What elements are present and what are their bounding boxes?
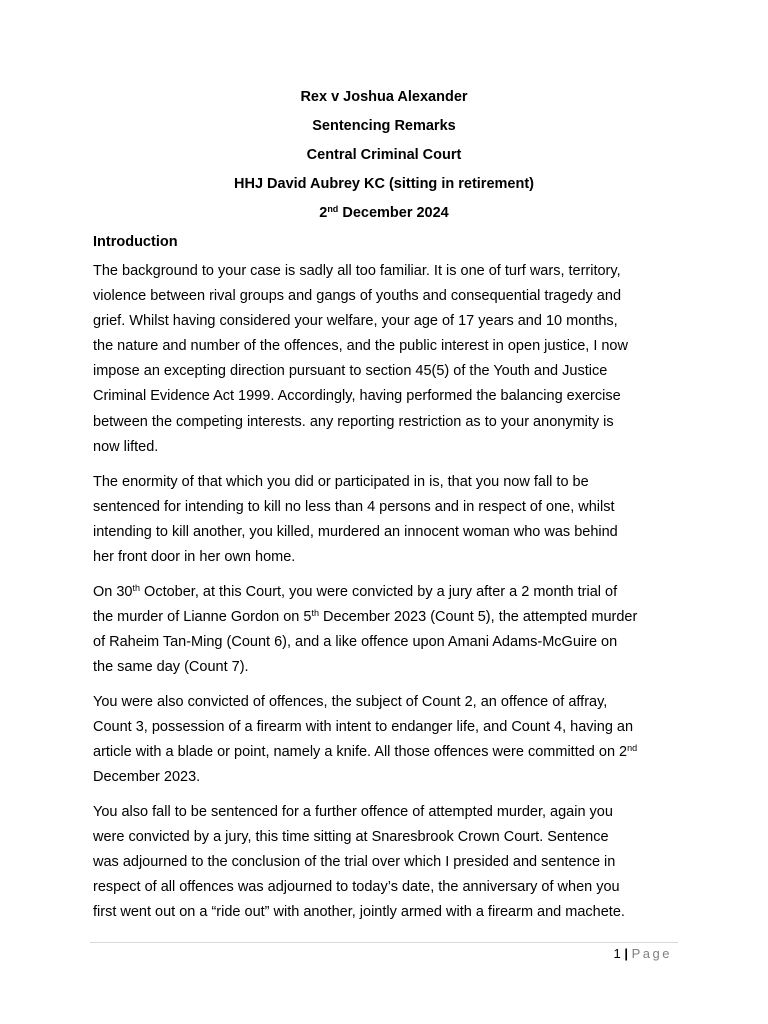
paragraph-line: impose an excepting direction pursuant to section 45(5) of the Youth and Justice [93, 363, 608, 380]
page-footer [614, 945, 673, 963]
document-title: Sentencing Remarks [312, 118, 456, 134]
paragraph-line [93, 740, 693, 765]
paragraph-line: the same day (Count 7). [93, 659, 249, 676]
date-rest: December 2024 [338, 205, 449, 221]
paragraph-2 [93, 470, 693, 570]
judge-name: HHJ David Aubrey KC (sitting in retirement) [234, 176, 534, 192]
text-run: December 2023 (Count 5), the attempted murder [318, 609, 638, 626]
case-title: Rex v Joshua Alexander [300, 89, 468, 105]
paragraph-line: her front door in her own home. [93, 549, 296, 566]
paragraph-line: now lifted. [93, 438, 159, 455]
ordinal-suffix: th [132, 583, 141, 593]
paragraph-line: were convicted by a jury, this time sitting at Snaresbrook Crown Court. Sentence [93, 829, 609, 846]
paragraph-line: between the competing interests. any reporting restriction as to your anonymity is [93, 413, 614, 430]
paragraph-3 [93, 580, 693, 680]
paragraph-line: of Raheim Tan-Ming (Count 6), and a like offence upon Amani Adams-McGuire on [93, 634, 618, 651]
paragraph-line: Count 3, possession of a firearm with intent to endanger life, and Count 4, having an [93, 719, 634, 736]
paragraph-line: December 2023. [93, 769, 201, 786]
paragraph-line: the nature and number of the offences, and the public interest in open justice, I now [93, 338, 628, 355]
paragraph-4 [93, 690, 693, 790]
ordinal-suffix: nd [627, 743, 638, 754]
paragraph-line: You also fall to be sentenced for a further offence of attempted murder, again you [93, 804, 613, 820]
text-run: article with a blade or point, namely a knife. All those offences were committed on 2 [93, 744, 628, 761]
paragraph-line [93, 605, 693, 630]
text-run: the murder of Lianne Gordon on 5 [93, 609, 312, 626]
paragraph-line: Criminal Evidence Act 1999. Accordingly, having performed the balancing exercise [93, 388, 621, 405]
paragraph-line [93, 580, 693, 605]
paragraph-1 [93, 259, 693, 460]
paragraph-line: The background to your case is sadly all too familiar. It is one of turf wars, territory, [93, 263, 621, 279]
paragraph-line: grief. Whilst having considered your welfare, your age of 17 years and 10 months, [93, 313, 618, 330]
document-date [0, 204, 768, 222]
paragraph-line: You were also convicted of offences, the subject of Count 2, an offence of affray, [93, 694, 608, 710]
date-day: 2 [319, 205, 328, 221]
footer-separator: | [624, 946, 628, 961]
ordinal-suffix: th [311, 608, 319, 619]
paragraph-line: respect of all offences was adjourned to today’s date, the anniversary of when you [93, 879, 620, 896]
paragraph-line: first went out on a “ride out” with another, jointly armed with a firearm and machete. [93, 904, 625, 921]
page-label: Page [631, 946, 672, 961]
paragraph-line: The enormity of that which you did or participated in is, that you now fall to be [93, 474, 589, 490]
court-name: Central Criminal Court [306, 147, 462, 163]
text-run: October, at this Court, you were convicted by a jury after a 2 month trial of [140, 584, 618, 600]
section-heading-introduction: Introduction [93, 234, 178, 250]
date-suffix: nd [327, 204, 339, 214]
paragraph-line: violence between rival groups and gangs of youths and consequential tragedy and [93, 288, 622, 305]
text-run: On 30 [93, 584, 133, 600]
paragraph-line: was adjourned to the conclusion of the trial over which I presided and sentence in [93, 854, 616, 871]
paragraph-line: intending to kill another, you killed, murdered an innocent woman who was behind [93, 524, 618, 541]
footer-divider [90, 942, 678, 943]
page-number: 1 [613, 946, 621, 961]
paragraph-5 [93, 800, 693, 925]
paragraph-line: sentenced for intending to kill no less than 4 persons and in respect of one, whilst [93, 499, 615, 516]
